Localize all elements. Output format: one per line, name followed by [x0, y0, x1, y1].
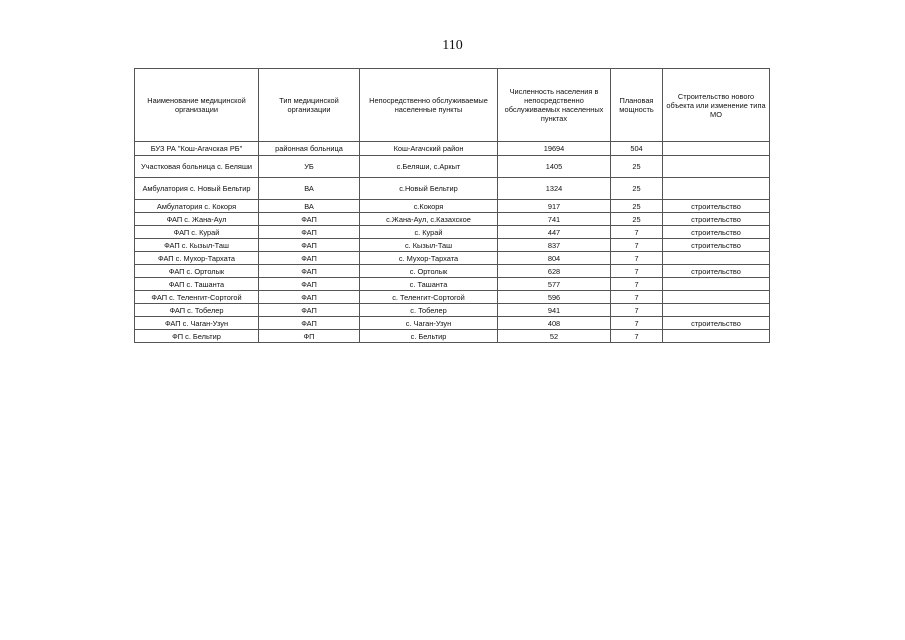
cell-capacity: 7	[611, 239, 663, 252]
cell-capacity: 7	[611, 304, 663, 317]
table-row	[135, 252, 770, 265]
cell-population: 52	[498, 330, 611, 343]
cell-type: ФАП	[259, 291, 360, 304]
table-row	[135, 142, 770, 156]
column-header-population: Численность населения в непосредственно обслуживаемых населенных пунктах	[498, 69, 611, 142]
table-row	[135, 178, 770, 200]
cell-construction: строительство	[663, 317, 770, 330]
cell-type: УБ	[259, 156, 360, 178]
page-number: 110	[442, 38, 463, 53]
cell-population: 596	[498, 291, 611, 304]
cell-type: районная больница	[259, 142, 360, 156]
cell-population: 917	[498, 200, 611, 213]
cell-population: 741	[498, 213, 611, 226]
table-row	[135, 291, 770, 304]
table-row	[135, 265, 770, 278]
cell-settlements: с.Кокоря	[360, 200, 498, 213]
cell-population: 447	[498, 226, 611, 239]
table-row	[135, 156, 770, 178]
table-row	[135, 213, 770, 226]
cell-type: ВА	[259, 200, 360, 213]
column-header-type: Тип медицинской организации	[259, 69, 360, 142]
cell-name: ФАП с. Чаган-Узун	[135, 317, 259, 330]
cell-settlements: с. Бельтир	[360, 330, 498, 343]
cell-type: ФАП	[259, 304, 360, 317]
cell-name: ФП с. Бельтир	[135, 330, 259, 343]
cell-construction: строительство	[663, 226, 770, 239]
cell-type: ФАП	[259, 226, 360, 239]
cell-name: ФАП с. Ортолык	[135, 265, 259, 278]
cell-population: 1324	[498, 178, 611, 200]
cell-population: 577	[498, 278, 611, 291]
cell-type: ФАП	[259, 278, 360, 291]
cell-settlements: с. Ортолык	[360, 265, 498, 278]
cell-construction: строительство	[663, 239, 770, 252]
cell-settlements: с.Новый Бельтир	[360, 178, 498, 200]
cell-construction: строительство	[663, 200, 770, 213]
cell-settlements: с. Кызыл-Таш	[360, 239, 498, 252]
cell-name: ФАП с. Кызыл-Таш	[135, 239, 259, 252]
cell-construction	[663, 291, 770, 304]
cell-capacity: 504	[611, 142, 663, 156]
cell-capacity: 7	[611, 252, 663, 265]
cell-capacity: 7	[611, 330, 663, 343]
cell-construction: строительство	[663, 213, 770, 226]
cell-type: ВА	[259, 178, 360, 200]
cell-population: 1405	[498, 156, 611, 178]
cell-settlements: Кош-Агачский район	[360, 142, 498, 156]
cell-population: 628	[498, 265, 611, 278]
table-header-row	[135, 69, 770, 142]
cell-construction	[663, 252, 770, 265]
cell-settlements: с. Чаган-Узун	[360, 317, 498, 330]
cell-name: Амбулатория с. Кокоря	[135, 200, 259, 213]
column-header-construction: Строительство нового объекта или изменение типа МО	[663, 69, 770, 142]
cell-settlements: с. Мухор-Тархата	[360, 252, 498, 265]
table-row	[135, 278, 770, 291]
cell-name: ФАП с. Тобелер	[135, 304, 259, 317]
cell-construction	[663, 278, 770, 291]
cell-capacity: 7	[611, 291, 663, 304]
cell-capacity: 7	[611, 226, 663, 239]
cell-population: 19694	[498, 142, 611, 156]
cell-name: ФАП с. Жана-Аул	[135, 213, 259, 226]
table-row	[135, 226, 770, 239]
cell-construction: строительство	[663, 265, 770, 278]
cell-capacity: 25	[611, 178, 663, 200]
cell-capacity: 25	[611, 213, 663, 226]
cell-settlements: с.Беляши, с.Аркыт	[360, 156, 498, 178]
cell-type: ФАП	[259, 213, 360, 226]
cell-settlements: с. Теленгит-Сортогой	[360, 291, 498, 304]
cell-settlements: с.Жана-Аул, с.Казахское	[360, 213, 498, 226]
cell-construction	[663, 156, 770, 178]
cell-settlements: с. Курай	[360, 226, 498, 239]
cell-population: 804	[498, 252, 611, 265]
cell-settlements: с. Ташанта	[360, 278, 498, 291]
column-header-settlements: Непосредственно обслуживаемые населенные пункты	[360, 69, 498, 142]
cell-name: ФАП с. Мухор-Тархата	[135, 252, 259, 265]
table-row	[135, 317, 770, 330]
cell-capacity: 7	[611, 317, 663, 330]
cell-type: ФАП	[259, 265, 360, 278]
cell-population: 837	[498, 239, 611, 252]
table-row	[135, 304, 770, 317]
cell-population: 941	[498, 304, 611, 317]
cell-construction	[663, 178, 770, 200]
cell-name: ФАП с. Ташанта	[135, 278, 259, 291]
table-row	[135, 239, 770, 252]
medical-organizations-table	[134, 68, 770, 343]
cell-capacity: 25	[611, 200, 663, 213]
cell-capacity: 25	[611, 156, 663, 178]
column-header-capacity: Плановая мощность	[611, 69, 663, 142]
cell-population: 408	[498, 317, 611, 330]
cell-type: ФАП	[259, 239, 360, 252]
column-header-name: Наименование медицинской организации	[135, 69, 259, 142]
cell-construction	[663, 142, 770, 156]
cell-name: ФАП с. Теленгит-Сортогой	[135, 291, 259, 304]
cell-capacity: 7	[611, 278, 663, 291]
table-body	[135, 142, 770, 343]
cell-name: БУЗ РА "Кош-Агачская РБ"	[135, 142, 259, 156]
cell-type: ФП	[259, 330, 360, 343]
cell-name: Участковая больница с. Беляши	[135, 156, 259, 178]
cell-construction	[663, 304, 770, 317]
cell-type: ФАП	[259, 252, 360, 265]
cell-name: Амбулатория с. Новый Бельтир	[135, 178, 259, 200]
cell-name: ФАП с. Курай	[135, 226, 259, 239]
cell-construction	[663, 330, 770, 343]
cell-capacity: 7	[611, 265, 663, 278]
table-row	[135, 200, 770, 213]
cell-settlements: с. Тобелер	[360, 304, 498, 317]
cell-type: ФАП	[259, 317, 360, 330]
table-row	[135, 330, 770, 343]
